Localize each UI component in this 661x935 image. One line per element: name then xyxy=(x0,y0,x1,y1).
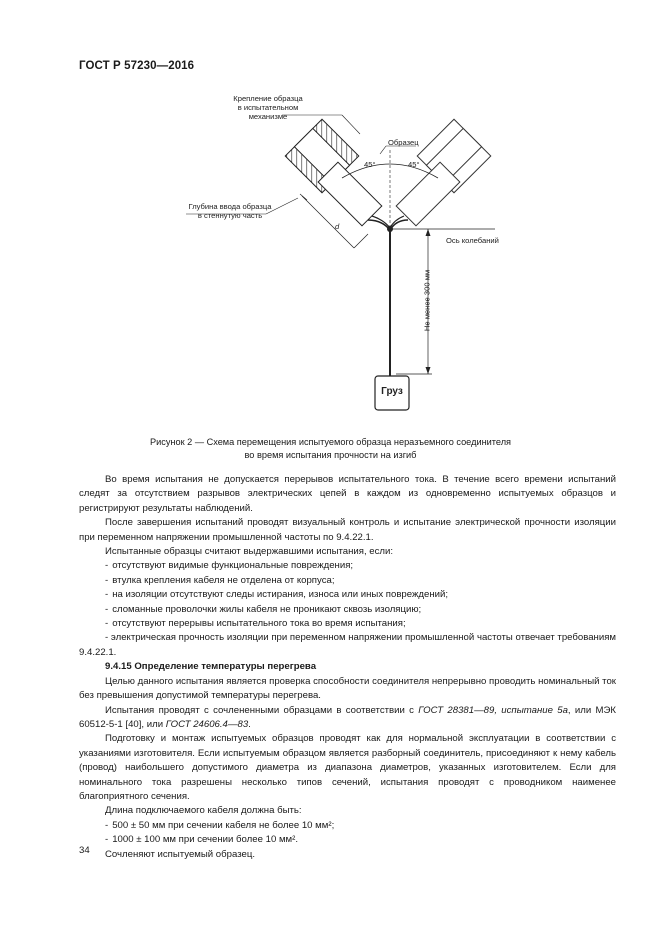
list-item: - электрическая прочность изоляции при переменном напряжении промышленной частоты отвечает требованиям 9.4.22.1. xyxy=(79,632,616,658)
text-run: . xyxy=(248,718,251,730)
label-axis: Ось колебаний xyxy=(446,236,499,245)
text-run: , или МЭК 60512-5-1 [40], или xyxy=(79,704,616,730)
label-weight: Груз xyxy=(381,386,403,397)
paragraph: Сочленяют испытуемый образец. xyxy=(105,848,255,860)
list-item-text: отсутствуют перерывы испытательного тока во время испытания; xyxy=(112,618,406,630)
label-mount-line2: в испытательном xyxy=(237,103,299,112)
standard-reference: ГОСТ 24606.4—83 xyxy=(165,718,249,730)
label-dim-symbol: d xyxy=(335,222,340,231)
label-depth xyxy=(180,202,280,220)
list-item: - на изоляции отсутствуют следы истирания, износа или иных повреждений; xyxy=(105,589,449,601)
label-depth-line1: Глубина ввода образца xyxy=(188,202,272,211)
list-item: - втулка крепления кабеля не отделена от корпуса; xyxy=(105,574,335,586)
list-item-text: втулка крепления кабеля не отделена от корпуса; xyxy=(112,574,335,586)
list-item: - 500 ± 50 мм при сечении кабеля не более 10 мм²; xyxy=(105,819,335,831)
paragraph xyxy=(79,704,616,733)
paragraph: Испытанные образцы считают выдержавшими испытания, если: xyxy=(105,546,394,558)
list-item-text: 1000 ± 100 мм при сечении более 10 мм². xyxy=(112,834,298,846)
caption-line-1: Рисунок 2 — Схема перемещения испытуемого образца неразъемного соединителя xyxy=(149,437,512,447)
body-text xyxy=(79,473,616,862)
list-item: - отсутствуют перерывы испытательного тока во время испытания; xyxy=(105,618,406,630)
list-item-text: на изоляции отсутствуют следы истирания, износа или иных повреждений; xyxy=(112,589,449,601)
paragraph: Во время испытания не допускается перерывов испытательного тока. В течение всего времени испытаний следят за отсутствием разрывов электрических цепей в каждом из одновременно испытуемых образцов и регистрируют результаты наблюдений. xyxy=(79,474,616,514)
paragraph: Подготовку и монтаж испытуемых образцов проводят как для нормальной эксплуатации в соответствии с указаниями изготовителя. Если испытуемым образцом является разборный соединитель, присоединяют к нему кабель (провод) наибольшего допустимого диаметра из диапазона диаметров, указанных изготовителем. Если для номинального тока разрешены несколько типов сечений, испытания проводят с проводником наименее благоприятного сечения. xyxy=(79,733,616,802)
list-item-text: 500 ± 50 мм при сечении кабеля не более 10 мм²; xyxy=(112,819,335,831)
section-title: 9.4.15 Определение температуры перегрева xyxy=(105,661,317,673)
diagram-drawing xyxy=(170,88,530,418)
label-angle-left: 45° xyxy=(364,160,376,169)
figure-caption xyxy=(79,436,582,462)
text-run: Испытания проводят с сочлененными образцами в соответствии с xyxy=(105,704,419,716)
list-item: - сломанные проволочки жилы кабеля не проникают сквозь изоляцию; xyxy=(105,603,422,615)
label-mount-line1: Крепление образца xyxy=(233,94,303,103)
label-mount xyxy=(208,94,328,121)
paragraph: После завершения испытаний проводят визуальный контроль и испытание электрической прочности изоляции при переменном напряжении промышленной частоты по 9.4.22.1. xyxy=(79,517,616,543)
list-item-text: сломанные проволочки жилы кабеля не проникают сквозь изоляцию; xyxy=(112,603,422,615)
list-item-text: отсутствуют видимые функциональные повреждения; xyxy=(112,560,354,572)
label-mount-line3: механизме xyxy=(248,112,288,121)
label-angle-right: 45° xyxy=(408,160,420,169)
caption-line-2: во время испытания прочности на изгиб xyxy=(244,450,417,460)
list-item: - отсутствуют видимые функциональные повреждения; xyxy=(105,560,354,572)
page-number: 34 xyxy=(79,845,90,856)
list-item-text: электрическая прочность изоляции при переменном напряжении промышленной частоты отвечает требованиям 9.4.22.1. xyxy=(79,632,616,658)
label-length: Не менее 300 мм xyxy=(422,269,432,332)
figure-bend-test-diagram xyxy=(170,88,530,418)
document-header: ГОСТ Р 57230—2016 xyxy=(79,60,195,72)
paragraph: Длина подключаемого кабеля должна быть: xyxy=(105,805,302,817)
list-item: - 1000 ± 100 мм при сечении более 10 мм². xyxy=(105,834,298,846)
label-sample: Образец xyxy=(388,138,419,147)
standard-reference: ГОСТ 28381—89, испытание 5а xyxy=(418,704,568,716)
label-depth-line2: в стеннутую часть xyxy=(197,211,263,220)
paragraph: Целью данного испытания является проверка способности соединителя непрерывно проводить номинальный ток без превышения допустимой температуры перегрева. xyxy=(79,675,616,702)
